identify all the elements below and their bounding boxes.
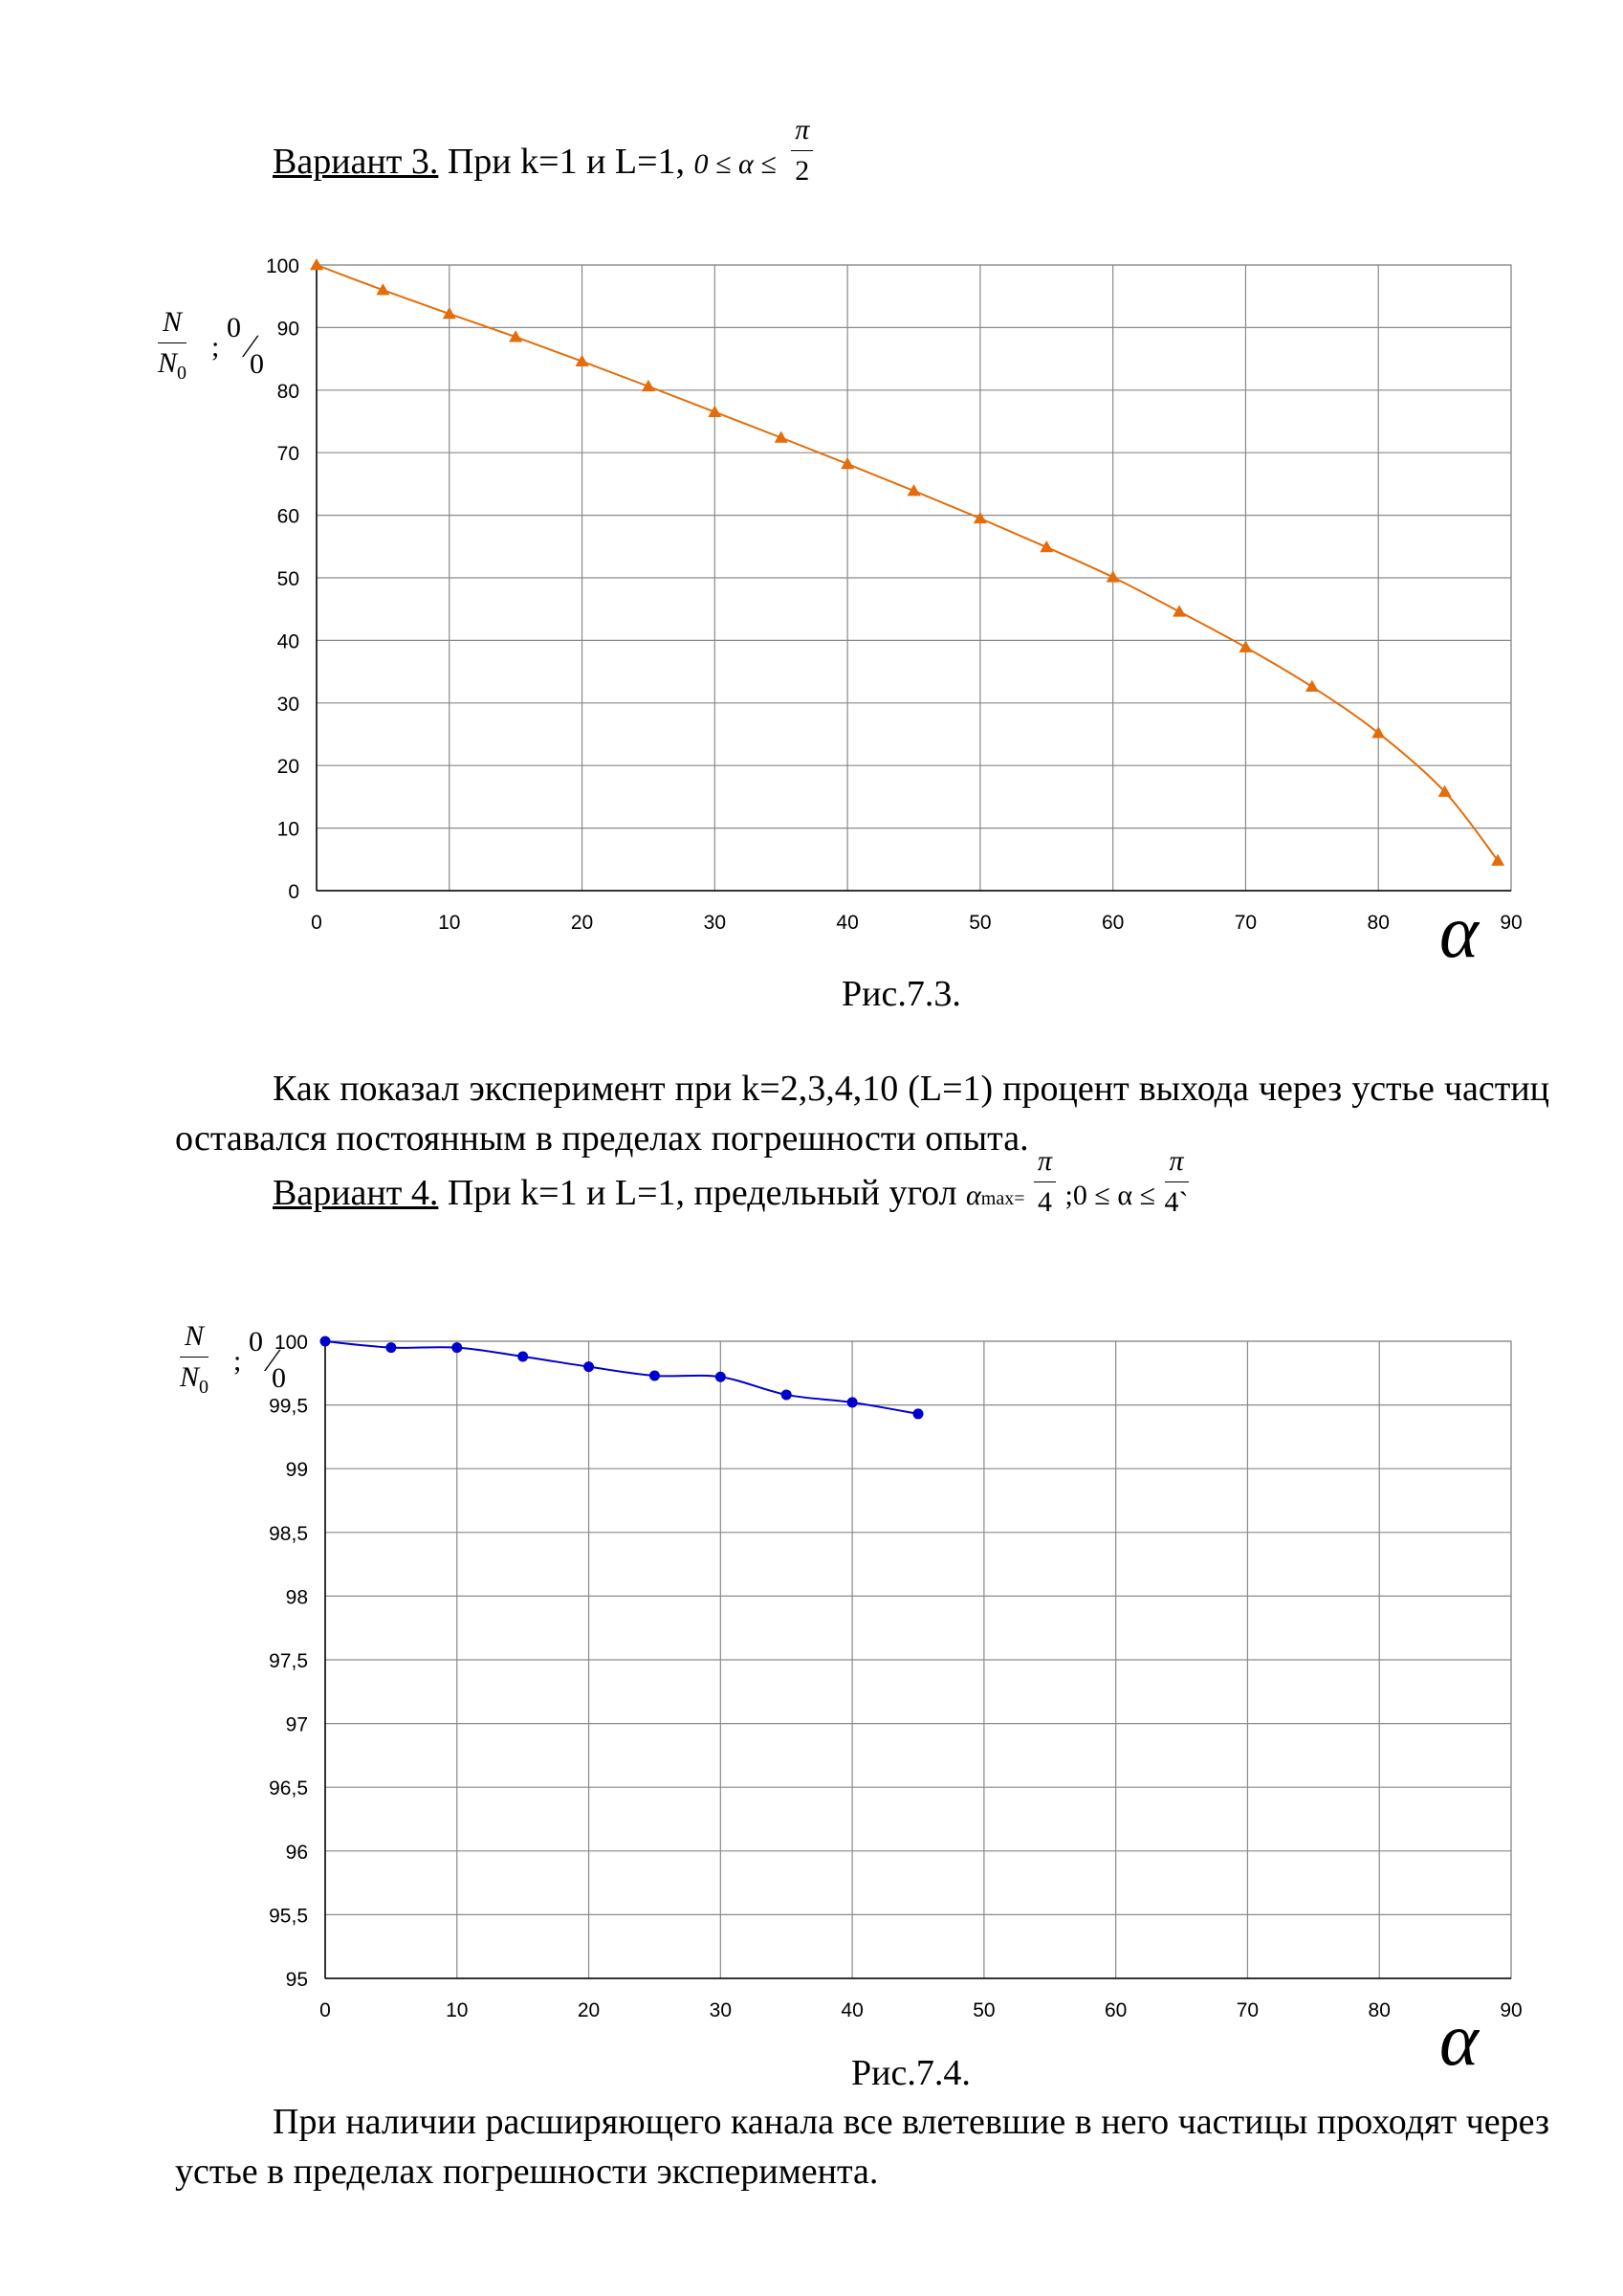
series-line — [317, 265, 1498, 861]
data-point — [385, 1342, 396, 1353]
variant4-pi-2: π — [1165, 1147, 1189, 1182]
y-tick-label: 50 — [276, 568, 299, 590]
y-tick-label: 0 — [288, 881, 299, 903]
paragraph-1 — [175, 1064, 1549, 1163]
x-tick-label: 0 — [311, 912, 322, 934]
y-tick-label: 98,5 — [269, 1522, 308, 1545]
x-tick-label: 90 — [1500, 1999, 1523, 2021]
variant4-den-2: 4` — [1164, 1185, 1189, 1218]
data-point — [847, 1397, 858, 1407]
variant4-pi-1: π — [1034, 1147, 1056, 1182]
data-point — [649, 1370, 660, 1380]
y-tick-label: 20 — [276, 756, 299, 779]
chart-7-3 — [0, 0, 1623, 1033]
variant4-label: Вариант 4. — [273, 1173, 439, 1213]
data-point — [908, 484, 921, 496]
ylabel-sep: ; — [211, 331, 220, 363]
data-point — [1107, 570, 1120, 582]
paragraph-2-text: При наличии расширяющего канала все влетевшие в него частицы проходят через устье в пределах погрешности эксперимента. — [175, 2102, 1549, 2192]
variant4-fraction-2 — [1164, 1144, 1189, 1218]
y-tick-label: 60 — [276, 505, 299, 528]
ylabel2-n0: N — [180, 1361, 200, 1393]
data-point — [320, 1336, 331, 1347]
y-tick-label: 90 — [276, 318, 299, 341]
y-tick-label: 97,5 — [269, 1650, 308, 1672]
data-point — [1305, 680, 1319, 692]
chart2-caption: Рис.7.4. — [851, 2053, 971, 2093]
x-tick-label: 50 — [973, 1999, 996, 2021]
x-tick-label: 40 — [841, 1999, 864, 2021]
variant4-text: При k=1 и L=1, предельный угол — [438, 1173, 967, 1213]
y-tick-label: 95 — [285, 1969, 308, 1991]
y-tick-label: 100 — [265, 255, 299, 277]
ylabel2-sep: ; — [233, 1345, 242, 1377]
data-point — [974, 512, 987, 523]
data-point — [517, 1351, 528, 1361]
data-point — [1239, 641, 1252, 652]
y-tick-label: 80 — [276, 380, 299, 403]
series-line — [325, 1341, 918, 1414]
y-tick-label: 95,5 — [269, 1905, 308, 1928]
chart2-ylabel: $\frac{N}{N_0}$ ; 0 ∕ 0 — [180, 1320, 286, 1398]
ylabel2-pct-top: 0 — [249, 1326, 263, 1358]
x-tick-label: 10 — [446, 1999, 469, 2021]
y-tick-label: 99 — [285, 1459, 308, 1482]
x-axis-label: α — [1439, 1998, 1479, 2081]
y-tick-label: 100 — [274, 1332, 308, 1354]
variant4-den-1: 4 — [1038, 1185, 1053, 1218]
chart1-ylabel: $\frac{N}{N_0}$ ; 0 ∕ 0 — [158, 306, 264, 384]
x-tick-label: 30 — [709, 1999, 733, 2021]
y-tick-label: 96,5 — [269, 1777, 308, 1800]
x-tick-label: 60 — [1101, 912, 1125, 934]
ylabel-pct-top: 0 — [227, 312, 241, 343]
y-tick-label: 96 — [285, 1841, 308, 1864]
x-tick-label: 20 — [570, 912, 594, 934]
ylabel-n0: N — [158, 347, 178, 379]
y-tick-label: 30 — [276, 693, 299, 716]
x-tick-label: 80 — [1368, 1999, 1391, 2021]
y-tick-label: 70 — [276, 443, 299, 466]
variant3-range: 0 ≤ α ≤ — [693, 148, 777, 180]
x-tick-label: 60 — [1104, 1999, 1128, 2021]
variant3-pi: π — [791, 116, 813, 151]
x-tick-label: 50 — [969, 912, 992, 934]
ylabel-n: N — [158, 308, 186, 343]
data-point — [1173, 605, 1186, 616]
y-tick-label: 10 — [276, 818, 299, 841]
data-point — [583, 1361, 594, 1372]
ylabel-pct-bot: 0 — [250, 348, 264, 380]
y-tick-label: 97 — [285, 1713, 308, 1736]
ylabel2-pct-bot: 0 — [272, 1362, 286, 1394]
y-tick-label: 98 — [285, 1586, 308, 1609]
x-tick-label: 10 — [438, 912, 461, 934]
data-point — [1371, 726, 1385, 738]
y-tick-label: 40 — [276, 630, 299, 653]
ylabel-sub: 0 — [177, 363, 187, 384]
paragraph-1-text: Как показал эксперимент при k=2,3,4,10 (L=1) процент выхода через устье частиц оставался постоянным в пределах погрешности опыта. — [175, 1069, 1549, 1159]
variant4-fraction-1 — [1034, 1144, 1056, 1218]
data-point — [781, 1389, 792, 1400]
data-point — [715, 1372, 726, 1382]
variant4-heading — [273, 1144, 1189, 1218]
data-point — [913, 1408, 924, 1419]
x-tick-label: 80 — [1367, 912, 1390, 934]
x-tick-label: 70 — [1236, 1999, 1260, 2021]
variant4-sub: max= — [980, 1188, 1025, 1209]
x-tick-label: 90 — [1500, 912, 1523, 934]
y-tick-label: 99,5 — [269, 1395, 308, 1418]
x-tick-label: 20 — [577, 1999, 601, 2021]
x-axis-label: α — [1439, 890, 1479, 973]
data-point — [1040, 541, 1053, 552]
chart1-caption: Рис.7.3. — [842, 974, 961, 1014]
variant4-mid: ;0 ≤ α ≤ — [1064, 1180, 1156, 1211]
x-tick-label: 30 — [703, 912, 727, 934]
data-point — [451, 1342, 462, 1353]
data-point — [310, 258, 323, 270]
x-tick-label: 40 — [836, 912, 859, 934]
variant4-alpha: α — [966, 1180, 981, 1211]
paragraph-2 — [175, 2097, 1549, 2197]
x-tick-label: 0 — [319, 1999, 331, 2021]
variant3-text: При k=1 и L=1, — [438, 142, 694, 182]
variant3-den: 2 — [795, 154, 810, 187]
x-tick-label: 70 — [1234, 912, 1258, 934]
ylabel2-n: N — [180, 1322, 208, 1358]
ylabel2-sub: 0 — [199, 1377, 209, 1398]
variant3-label: Вариант 3. — [273, 142, 439, 182]
